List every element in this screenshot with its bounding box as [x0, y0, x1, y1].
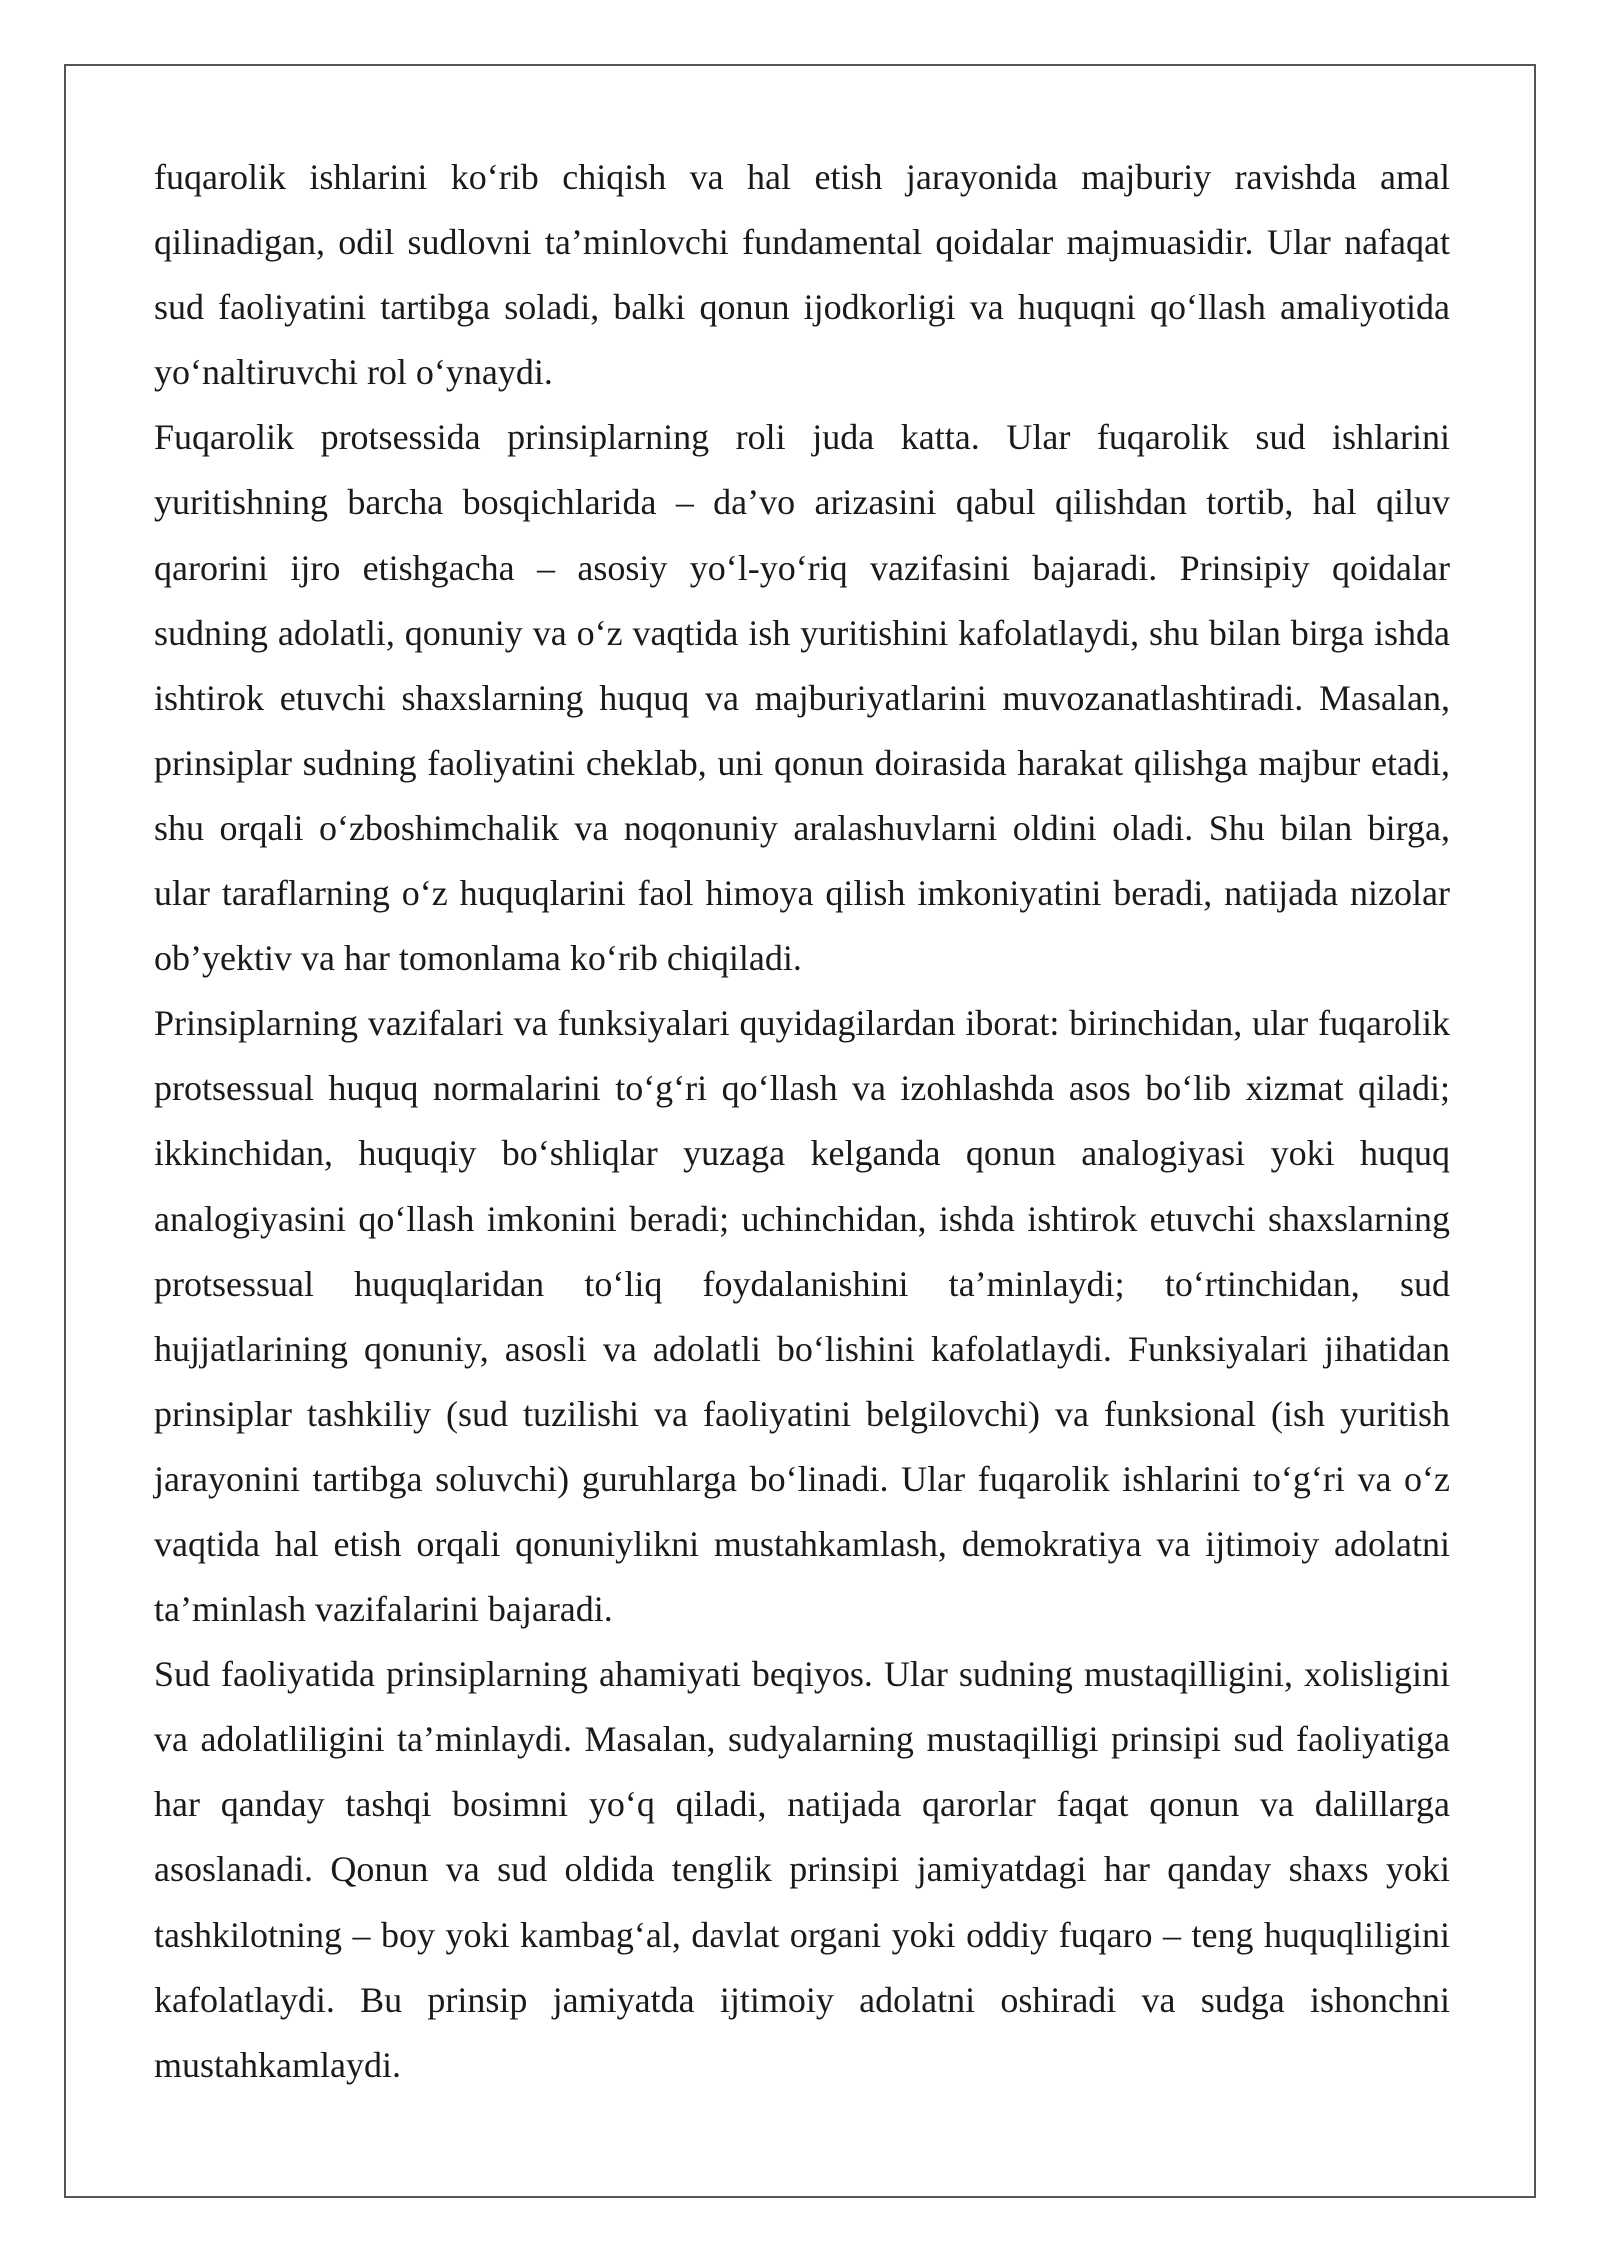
paragraph-3: Prinsiplarning vazifalari va funksiyalari quyidagilardan iborat: birinchidan, ular fuqarolik protsessual huquq normalarini to‘g‘ri qo‘llash va izohlashda asos bo‘lib xizmat qiladi; ikkinchidan, huquqiy bo‘shliqlar yuzaga kelganda qonun analogiyasi yoki huquq analogiyasini qo‘llash imkonini beradi; uchinchidan, ishda ishtirok etuvchi shaxslarning protsessual huquqlaridan to‘liq foydalanishini ta’minlaydi; to‘rtinchidan, sud hujjatlarining qonuniy, asosli va adolatli bo‘lishini kafolatlaydi. Funksiyalari jihatidan prinsiplar tashkiliy (sud tuzilishi va faoliyatini belgilovchi) va funksional (ish yuritish jarayonini tartibga soluvchi) guruhlarga bo‘linadi. Ular fuqarolik ishlarini to‘g‘ri va o‘z vaqtida hal etish orqali qonuniylikni mustahkamlash, demokratiya va ijtimoiy adolatni ta’minlash vazifalarini bajaradi.: [154, 1003, 1450, 1630]
paragraph-1: fuqarolik ishlarini ko‘rib chiqish va hal etish jarayonida majburiy ravishda amal qilinadigan, odil sudlovni ta’minlovchi fundamental qoidalar majmuasidir. Ular nafaqat sud faoliyatini tartibga soladi, balki qonun ijodkorligi va huquqni qo‘llash amaliyotida yo‘naltiruvchi rol o‘ynaydi.: [154, 157, 1450, 393]
paragraph-4: Sud faoliyatida prinsiplarning ahamiyati beqiyos. Ular sudning mustaqilligini, xolisligini va adolatliligini ta’minlaydi. Masalan, sudyalarning mustaqilligi prinsipi sud faoliyatiga har qanday tashqi bosimni yo‘q qiladi, natijada qarorlar faqat qonun va dalillarga asoslanadi. Qonun va sud oldida tenglik prinsipi jamiyatdagi har qanday shaxs yoki tashkilotning – boy yoki kambag‘al, davlat organi yoki oddiy fuqaro – teng huquqliligini kafolatlaydi. Bu prinsip jamiyatda ijtimoiy adolatni oshiradi va sudga ishonchni mustahkamlaydi.: [154, 1654, 1450, 2085]
document-body: [154, 145, 1450, 2098]
paragraph-2: Fuqarolik protsessida prinsiplarning roli juda katta. Ular fuqarolik sud ishlarini yuritishning barcha bosqichlarida – da’vo arizasini qabul qilishdan tortib, hal qiluv qarorini ijro etishgacha – asosiy yo‘l-yo‘riq vazifasini bajaradi. Prinsipiy qoidalar sudning adolatli, qonuniy va o‘z vaqtida ish yuritishini kafolatlaydi, shu bilan birga ishda ishtirok etuvchi shaxslarning huquq va majburiyatlarini muvozanatlashtiradi. Masalan, prinsiplar sudning faoliyatini cheklab, uni qonun doirasida harakat qilishga majbur etadi, shu orqali o‘zboshimchalik va noqonuniy aralashuvlarni oldini oladi. Shu bilan birga, ular taraflarning o‘z huquqlarini faol himoya qilish imkoniyatini beradi, natijada nizolar ob’yektiv va har tomonlama ko‘rib chiqiladi.: [154, 417, 1450, 979]
